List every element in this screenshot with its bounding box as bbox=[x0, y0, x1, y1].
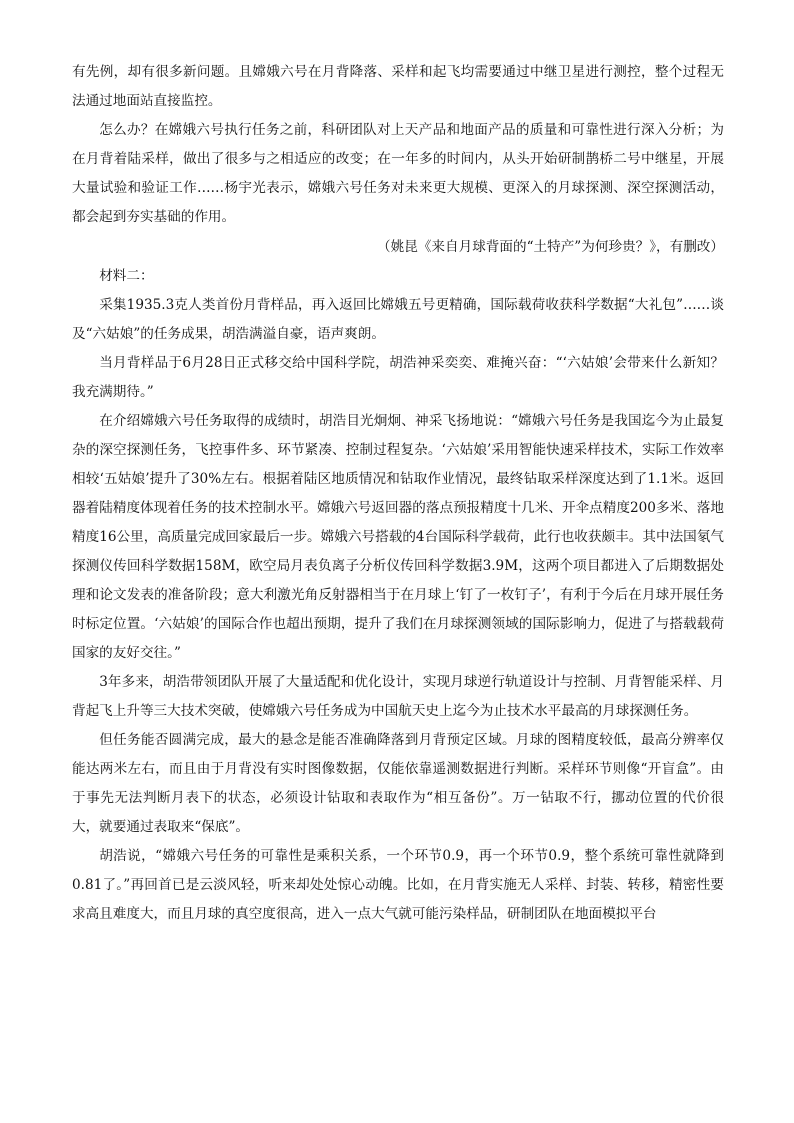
paragraph-reliability: 胡浩说，“嫦娥六号任务的可靠性是乘积关系，一个环节0.9，再一个环节0.9，整个系统可靠性就降到0.81了。”再回首已是云淡风轻，听来却处处惊心动魄。比如，在月背实施无人采样、封装、转移，精密性要求高且难度大，而且月球的真空度很高，进入一点大气就可能污染样品，研制团队在地面模拟平台 bbox=[72, 848, 724, 922]
paragraph-sample-handover: 当月背样品于6月28日正式移交给中国科学院，胡浩神采奕奕、难掩兴奋：“‘六姑娘’会带来什么新知？我充满期待。” bbox=[72, 355, 724, 400]
paragraph-sample-collection: 采集1935.3克人类首份月背样品，再入返回比嫦娥五号更精确，国际载荷收获科学数据“大礼包”……谈及“六姑娘”的任务成果，胡浩满溢自豪，语声爽朗。 bbox=[72, 297, 724, 342]
paragraph-technical-breakthroughs: 3年多来，胡浩带领团队开展了大量适配和优化设计，实现月球逆行轨道设计与控制、月背智能采样、月背起飞上升等三大技术突破，使嫦娥六号任务成为中国航天史上迄今为止技术水平最高的月球探测任务。 bbox=[72, 674, 724, 719]
source-citation: （姚昆《来自月球背面的“土特产”为何珍贵？》，有删改） bbox=[377, 239, 724, 255]
material-two-heading: 材料二： bbox=[99, 268, 154, 284]
paragraph-mission-achievements: 在介绍嫦娥六号任务取得的成绩时，胡浩目光炯炯、神采飞扬地说：“嫦娥六号任务是我国迄今为止最复杂的深空探测任务，飞控事件多、环节紧凑、控制过程复杂。‘六姑娘’采用智能快速采样技术，实际工作效率相较‘五姑娘’提升了30%左右。根据着陆区地质情况和钻取作业情况，最终钻取采样深度达到了1.1米。返回器着陆精度体现着任务的技术控制水平。嫦娥六号返回器的落点预报精度十几米、开伞点精度200多米、落地精度16公里，高质量完成回家最后一步。嫦娥六号搭载的4台国际科学载荷，此行也收获颇丰。其中法国氡气探测仪传回科学数据158M，欧空局月表负离子分析仪传回科学数据3.9M，这两个项目都进入了后期数据处理和论文发表的准备阶段；意大利激光角反射器相当于在月球上‘钉了一枚钉子’，有利于今后在月球开展任务时标定位置。‘六姑娘’的国际合作也超出预期，提升了我们在月球探测领域的国际影响力，促进了与搭载载荷国家的友好交往。” bbox=[72, 413, 724, 661]
paragraph-how-to-handle: 怎么办？在嫦娥六号执行任务之前，科研团队对上天产品和地面产品的质量和可靠性进行深入分析；为在月背着陆采样，做出了很多与之相适应的改变；在一年多的时间内，从头开始研制鹊桥二号中继星，开展大量试验和验证工作……杨宇光表示，嫦娥六号任务对未来更大规模、更深入的月球探测、深空探测活动，都会起到夯实基础的作用。 bbox=[72, 122, 724, 225]
paragraph-continuation: 有先例，却有很多新问题。且嫦娥六号在月背降落、采样和起飞均需要通过中继卫星进行测控，整个过程无法通过地面站直接监控。 bbox=[72, 64, 724, 109]
paragraph-landing-suspense: 但任务能否圆满完成，最大的悬念是能否准确降落到月背预定区域。月球的图精度较低，最高分辨率仅能达两米左右，而且由于月背没有实时图像数据，仅能依靠遥测数据进行判断。采样环节则像“开盲盒”。由于事先无法判断月表下的状态，必须设计钻取和表取作为“相互备份”。万一钻取不行，挪动位置的代价很大，就要通过表取来“保底”。 bbox=[72, 732, 724, 835]
